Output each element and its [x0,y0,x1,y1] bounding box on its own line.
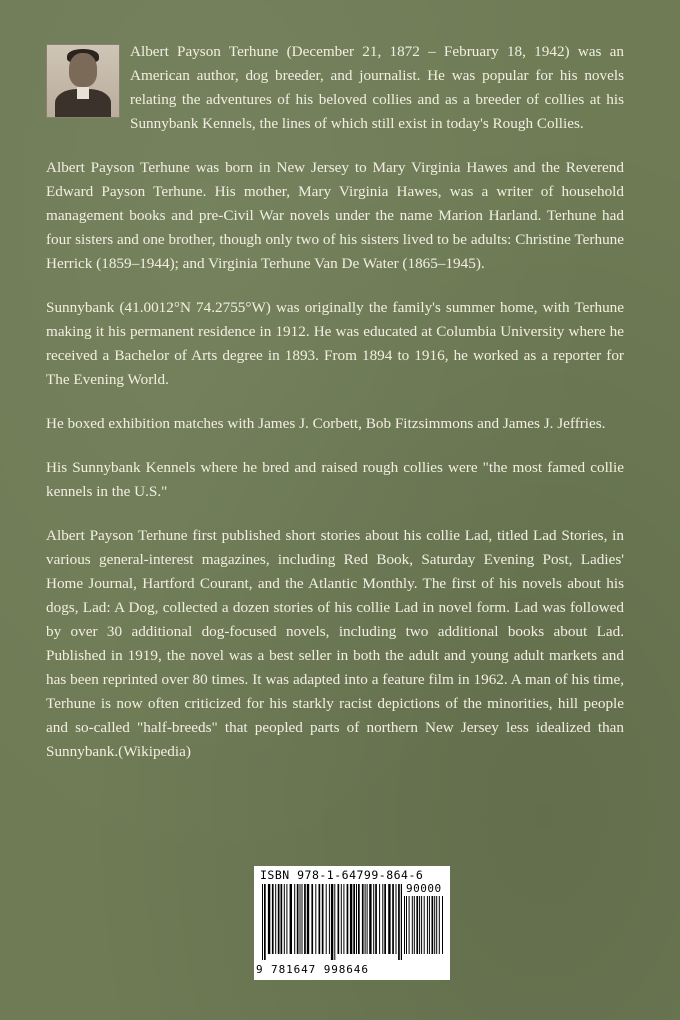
paragraph-2: Albert Payson Terhune was born in New Jersey to Mary Virginia Hawes and the Reverend Edward Payson Terhune. His mother, Mary Virginia Hawes, was a writer of household management books and pre-Civil War novels under the name Marion Harland. Terhune had four sisters and one brother, though only two of his sisters lived to be adults: Christine Terhune Herrick (1859–1944); and Virginia Terhune Van De Water (1865–1945). [46,159,624,272]
barcode-bar [356,884,357,954]
addon-barcode-bars [404,896,444,960]
barcode-bar [350,884,352,954]
barcode-bar [358,884,360,954]
barcode-bar [341,884,342,954]
barcode-bar [284,884,285,954]
paragraph-1: Albert Payson Terhune (December 21, 1872 – February 18, 1942) was an American author, dog breeder, and journalist. He was popular for his novels relating the adventures of his beloved collies and as a breeder of collies at his Sunnybank Kennels, the lines of which still exist in today's Rough Collies. [130,43,624,132]
barcode-bar [373,884,374,954]
barcode-bar [434,896,435,954]
barcode-bar [439,896,440,954]
barcode-bar [436,896,437,954]
barcode-bar [427,896,428,954]
barcode-bar [334,884,335,960]
intro-paragraph [46,40,624,136]
price-code: 90000 [406,882,442,895]
barcode-bar [302,884,303,954]
barcode-bar [412,896,413,954]
isbn-barcode [254,866,450,980]
paragraph-3: Sunnybank (41.0012°N 74.2755°W) was originally the family's summer home, with Terhune making it his permanent residence in 1912. He was educated at Columbia University where he received a Bachelor of Arts degree in 1893. From 1894 to 1916, he worked as a reporter for The Evening World. [46,299,624,388]
barcode-bar [414,896,415,954]
barcode-bar [432,896,434,954]
barcode-bar [272,884,274,954]
barcode-bar [347,884,349,954]
barcode-bar [262,884,263,960]
barcode-bar [406,896,407,954]
barcode-bar [307,884,309,954]
portrait-collar [77,87,89,99]
barcode-bar [419,896,420,954]
barcode-bar [398,884,400,960]
barcode-bar [275,884,276,954]
barcode-bar [421,896,422,954]
barcode-bar [311,884,313,954]
barcode-bar [365,884,366,954]
barcode-bar [384,884,386,954]
barcode-bar [353,884,355,954]
barcode-bar [367,884,368,954]
paragraph-5: His Sunnybank Kennels where he bred and raised rough collies were "the most famed collie kennels in the U.S." [46,459,624,500]
isbn-label: ISBN 978-1-64799-864-6 [260,868,424,882]
barcode-bar [319,884,321,954]
barcode-bar [382,884,383,954]
barcode-bar [322,884,324,954]
author-portrait [46,44,120,118]
barcode-bar [300,884,301,954]
barcode-bar [281,884,283,954]
ean-digits: 9 781647 998646 [256,963,369,976]
barcode-bar [416,896,418,954]
barcode-bar [304,884,306,954]
barcode-bar [362,884,364,954]
barcode-bar [329,884,330,954]
barcode-bar [388,884,390,954]
barcode-bar [278,884,280,954]
barcode-bar [343,884,344,954]
barcode-bar [424,896,425,954]
barcode-bar [401,884,402,960]
portrait-face [69,53,97,87]
paragraph-6: Albert Payson Terhune first published short stories about his collie Lad, titled Lad Stories, in various general-interest magazines, including Red Book, Saturday Evening Post, Ladies' Home Journal, Hartford Courant, and the Atlantic Monthly. The first of his novels about his dogs, Lad: A Dog, collected a dozen stories of his collie Lad in novel form. Lad was followed by over 30 additional dog-focused novels, including two additional books about Lad. Published in 1919, the novel was a best seller in both the adult and young adult markets and has been reprinted over 80 times. It was adapted into a feature film in 1962. A man of his time, Terhune is now often criticized for his starkly racist depictions of the minorities, hill people and so-called "half-breeds" that peopled parts of northern New Jersey less idealized than Sunnybank.(Wikipedia) [46,527,624,760]
barcode-bar [379,884,380,954]
barcode-bar [429,896,430,954]
barcode-bar [392,884,394,954]
barcode-bar [331,884,333,960]
ean-barcode-bars [262,884,402,960]
barcode-bar [442,896,443,954]
paragraph-4: He boxed exhibition matches with James J. Corbett, Bob Fitzsimmons and James J. Jeffries. [46,415,606,432]
barcode-bar [286,884,287,954]
barcode-bar [264,884,266,960]
barcode-bar [297,884,299,954]
barcode-bar [375,884,377,954]
barcode-bar [404,896,405,954]
barcode-bar [315,884,316,954]
barcode-bar [268,884,270,954]
barcode-bar [294,884,295,954]
barcode-bar [409,896,410,954]
barcode-bar [338,884,340,954]
barcode-bar [290,884,292,954]
barcode-bar [369,884,371,954]
back-cover-text [46,40,624,784]
barcode-bar [396,884,397,954]
barcode-bar [326,884,327,954]
